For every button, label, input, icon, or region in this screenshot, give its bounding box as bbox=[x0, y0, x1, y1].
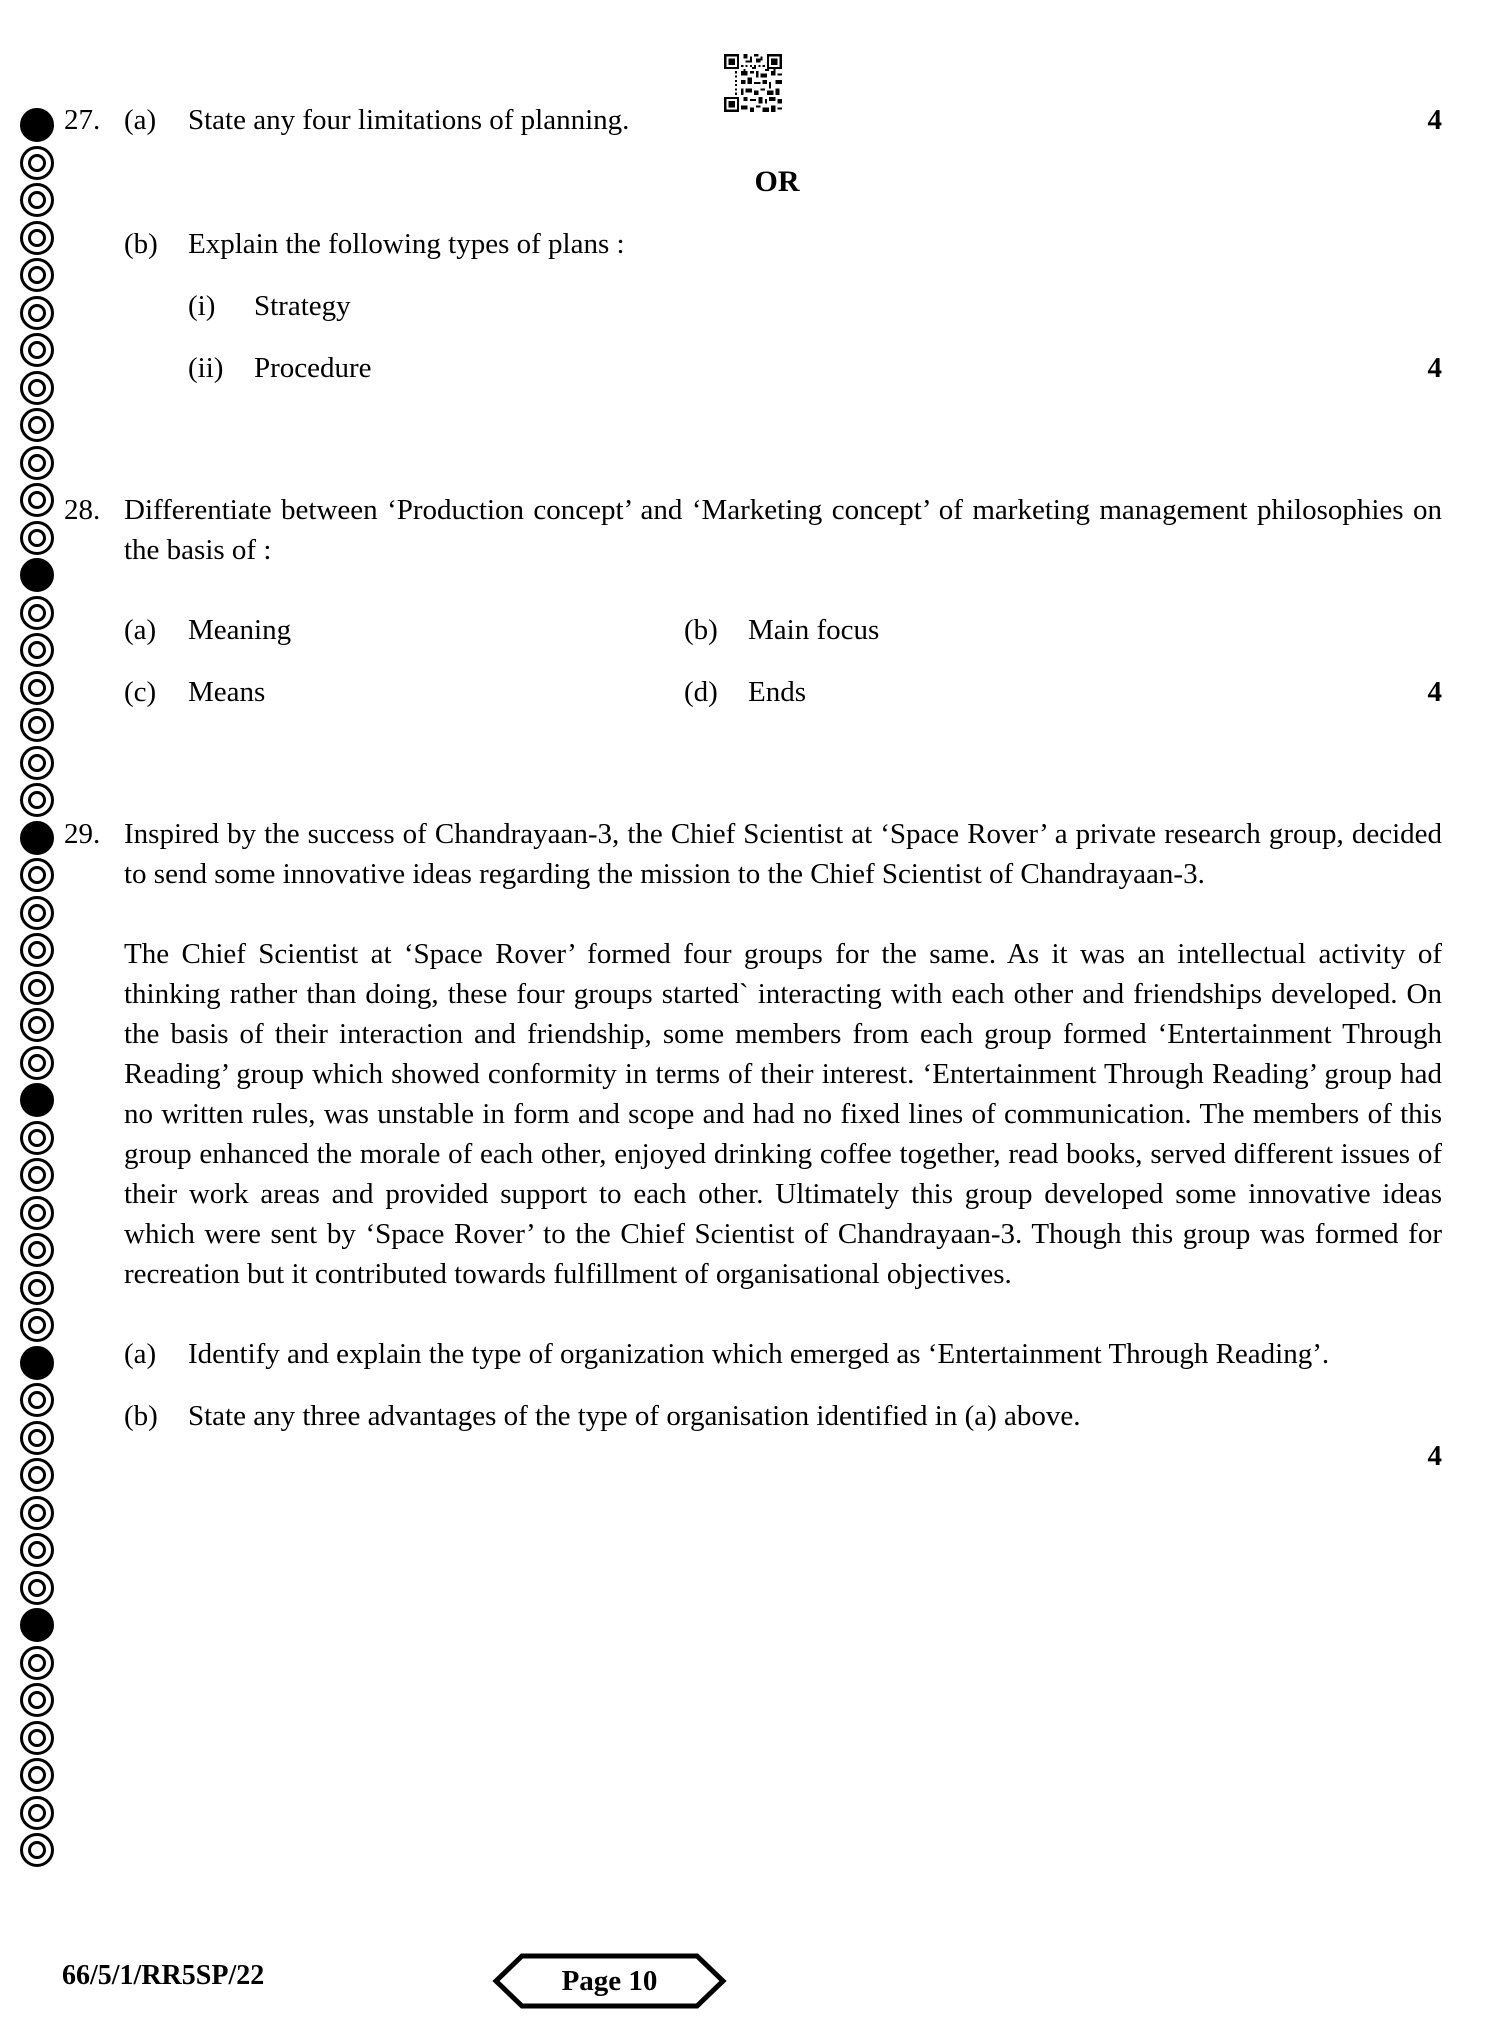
binding-ring-icon bbox=[20, 1571, 54, 1605]
marks-value: 4 bbox=[1427, 104, 1442, 136]
binding-ring-icon bbox=[20, 1496, 54, 1530]
part-label: (a) bbox=[124, 104, 157, 136]
option-text: Means bbox=[188, 676, 266, 708]
binding-ring-icon bbox=[20, 558, 54, 592]
question-27-part-b bbox=[62, 224, 1442, 264]
spacer bbox=[62, 894, 1442, 934]
part-text: Explain the following types of plans : bbox=[188, 228, 625, 260]
binding-ring-icon bbox=[20, 1008, 54, 1042]
option-b bbox=[684, 610, 1244, 650]
spacer bbox=[62, 450, 1442, 490]
binding-ring-icon bbox=[20, 1346, 54, 1380]
binding-ring-icon bbox=[20, 708, 54, 742]
spacer bbox=[62, 774, 1442, 814]
part-label: (a) bbox=[124, 1338, 157, 1370]
binding-ring-icon bbox=[20, 108, 54, 142]
part-label: (b) bbox=[124, 1400, 158, 1432]
marks-value: 4 bbox=[1427, 1440, 1442, 1472]
binding-ring-icon bbox=[20, 1721, 54, 1755]
option-a bbox=[124, 610, 684, 650]
binding-ring-icon bbox=[20, 1271, 54, 1305]
question-29-part-b bbox=[62, 1396, 1442, 1472]
binding-ring-icon bbox=[20, 933, 54, 967]
page-number-badge bbox=[492, 1952, 727, 2010]
spacer bbox=[62, 712, 1442, 774]
binding-ring-icon bbox=[20, 1383, 54, 1417]
binding-ring-icon bbox=[20, 408, 54, 442]
binding-ring-icon bbox=[20, 333, 54, 367]
binding-ring-icon bbox=[20, 296, 54, 330]
question-number-spacer bbox=[62, 672, 124, 712]
binding-ring-icon bbox=[20, 1046, 54, 1080]
binding-ring-icon bbox=[20, 858, 54, 892]
option-text: Main focus bbox=[748, 614, 880, 646]
part-text: State any three advantages of the type of organisation identified in (a) above. bbox=[188, 1400, 1081, 1432]
page-footer bbox=[62, 1952, 1442, 2016]
spacer bbox=[62, 650, 1442, 672]
subpart-text: Procedure bbox=[254, 352, 372, 384]
binding-ring-icon bbox=[20, 183, 54, 217]
question-28-options-row-2 bbox=[62, 672, 1442, 712]
binding-ring-icon bbox=[20, 1083, 54, 1117]
question-number-spacer bbox=[62, 610, 124, 650]
binding-ring-icon bbox=[20, 483, 54, 517]
spacer bbox=[62, 326, 1442, 348]
question-29-case-body bbox=[62, 934, 1442, 1294]
binding-ring-icon bbox=[20, 1533, 54, 1567]
question-28 bbox=[62, 490, 1442, 570]
binding-ring-icon bbox=[20, 146, 54, 180]
spacer bbox=[62, 202, 1442, 224]
question-number: 27. bbox=[64, 104, 101, 136]
question-27-subpart-i bbox=[62, 286, 1442, 326]
binding-ring-icon bbox=[20, 1421, 54, 1455]
option-text: Ends bbox=[748, 676, 806, 708]
binding-ring-icon bbox=[20, 971, 54, 1005]
marks-value: 4 bbox=[1427, 352, 1442, 384]
spacer bbox=[62, 1294, 1442, 1334]
question-intro: Inspired by the success of Chandrayaan-3, the Chief Scientist at ‘Space Rover’ a private research group, decided to send some innovative ideas regarding the mission to the Chief Scientist of Chandrayaan-3. bbox=[124, 818, 1442, 890]
binding-ring-icon bbox=[20, 221, 54, 255]
spacer bbox=[62, 1374, 1442, 1396]
binding-ring-icon bbox=[20, 1608, 54, 1642]
question-content bbox=[62, 100, 1442, 1472]
binding-ring-icon bbox=[20, 1121, 54, 1155]
spiral-binding-rail bbox=[14, 108, 60, 1988]
subpart-text: Strategy bbox=[254, 290, 351, 322]
option-c bbox=[124, 672, 684, 712]
binding-ring-icon bbox=[20, 1683, 54, 1717]
or-separator: OR bbox=[754, 165, 800, 198]
binding-ring-icon bbox=[20, 1233, 54, 1267]
part-label: (b) bbox=[124, 228, 158, 260]
marks-value: 4 bbox=[1427, 676, 1442, 708]
option-label: (a) bbox=[124, 614, 157, 646]
case-study-text: The Chief Scientist at ‘Space Rover’ formed four groups for the same. As it was an intellectual activity of thinking rather than doing, these four groups started` interacting with each other and friendships developed. On the basis of their interaction and friendship, some members from each group formed ‘Entertainment Through Reading’ group which showed conformity in terms of their interest. ‘Entertainment Through Reading’ group had no written rules, was unstable in form and scope and had no fixed lines of communication. The members of this group enhanced the morale of each other, enjoyed drinking coffee together, read books, served different issues of their work areas and provided support to each other. Ultimately this group developed some innovative ideas which were sent by ‘Space Rover’ to the Chief Scientist of Chandrayaan-3. Though this group was formed for recreation but it contributed towards fulfillment of organisational objectives. bbox=[124, 938, 1442, 1290]
option-label: (c) bbox=[124, 676, 157, 708]
binding-ring-icon bbox=[20, 371, 54, 405]
binding-ring-icon bbox=[20, 1796, 54, 1830]
question-28-options-row-1 bbox=[62, 610, 1442, 650]
binding-ring-icon bbox=[20, 258, 54, 292]
page-number-label: Page 10 bbox=[561, 1964, 658, 1997]
part-text: Identify and explain the type of organization which emerged as ‘Entertainment Through Reading’. bbox=[188, 1338, 1330, 1370]
part-text: State any four limitations of planning. bbox=[188, 104, 630, 136]
spacer bbox=[62, 570, 1442, 610]
binding-ring-icon bbox=[20, 1308, 54, 1342]
question-number: 29. bbox=[64, 818, 101, 850]
binding-ring-icon bbox=[20, 1458, 54, 1492]
binding-ring-icon bbox=[20, 783, 54, 817]
question-27-subpart-ii bbox=[62, 348, 1442, 388]
option-text: Meaning bbox=[188, 614, 292, 646]
option-label: (b) bbox=[684, 614, 718, 646]
binding-ring-icon bbox=[20, 596, 54, 630]
spacer bbox=[62, 388, 1442, 450]
binding-ring-icon bbox=[20, 633, 54, 667]
spacer bbox=[62, 140, 1442, 162]
binding-ring-icon bbox=[20, 1833, 54, 1867]
question-29 bbox=[62, 814, 1442, 894]
subpart-label: (ii) bbox=[188, 352, 224, 384]
option-d bbox=[684, 672, 1244, 712]
binding-ring-icon bbox=[20, 746, 54, 780]
binding-ring-icon bbox=[20, 1158, 54, 1192]
binding-ring-icon bbox=[20, 1758, 54, 1792]
binding-ring-icon bbox=[20, 446, 54, 480]
question-stem: Differentiate between ‘Production concept’ and ‘Marketing concept’ of marketing management philosophies on the basis of : bbox=[124, 494, 1442, 566]
binding-ring-icon bbox=[20, 521, 54, 555]
binding-ring-icon bbox=[20, 1196, 54, 1230]
binding-ring-icon bbox=[20, 1646, 54, 1680]
spacer bbox=[62, 264, 1442, 286]
question-29-part-a bbox=[62, 1334, 1442, 1374]
binding-ring-icon bbox=[20, 821, 54, 855]
question-27 bbox=[62, 100, 1442, 140]
subpart-label: (i) bbox=[188, 290, 216, 322]
binding-ring-icon bbox=[20, 896, 54, 930]
paper-code: 66/5/1/RR5SP/22 bbox=[62, 1960, 265, 1991]
binding-ring-icon bbox=[20, 671, 54, 705]
option-label: (d) bbox=[684, 676, 718, 708]
question-number: 28. bbox=[64, 494, 101, 526]
